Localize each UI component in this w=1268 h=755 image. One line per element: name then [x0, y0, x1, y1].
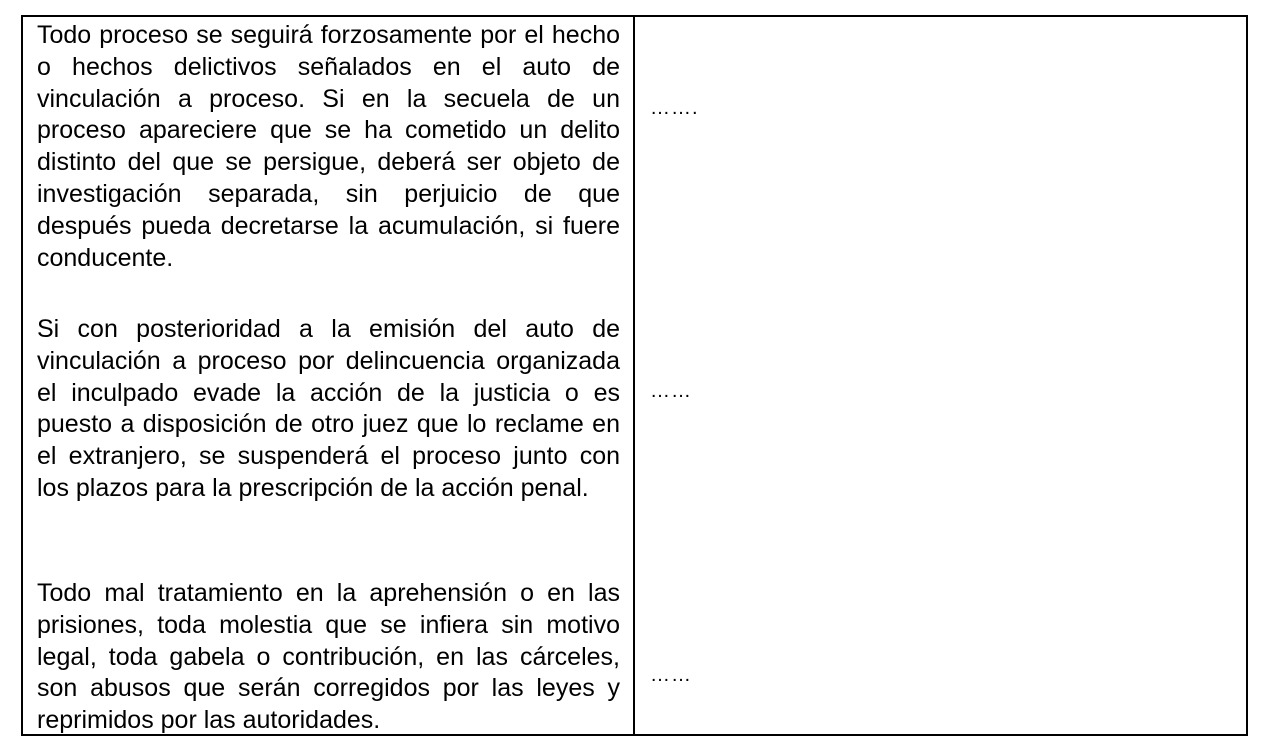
ellipsis-2: ……: [650, 380, 692, 402]
comparison-table: [21, 15, 1248, 736]
paragraph-2: Si con posterioridad a la emisión del auto de vinculación a proceso por delincuencia organizada el inculpado evade la acción de la justicia o es puesto a disposición de otro juez que lo reclame en el extranjero, se suspenderá el proceso junto con los plazos para la prescripción de la acción penal.: [37, 315, 620, 502]
left-column: [23, 17, 635, 734]
paragraph-3: Todo mal tratamiento en la aprehensión o en las prisiones, toda molestia que se infiera sin motivo legal, toda gabela o contribución, en las cárceles, son abusos que serán corregidos por las leyes y reprimidos por las autoridades.: [37, 579, 620, 735]
right-column: [635, 17, 1246, 734]
paragraph-1: Todo proceso se seguirá forzosamente por el hecho o hechos delictivos señalados en el auto de vinculación a proceso. Si en la secuela de un proceso apareciere que se ha cometido un delito distinto del que se persigue, deberá ser objeto de investigación separada, sin perjuicio de que después pueda decretarse la acumulación, si fuere conducente.: [37, 21, 620, 272]
ellipsis-1: …….: [650, 97, 699, 119]
ellipsis-3: ……: [650, 664, 692, 686]
